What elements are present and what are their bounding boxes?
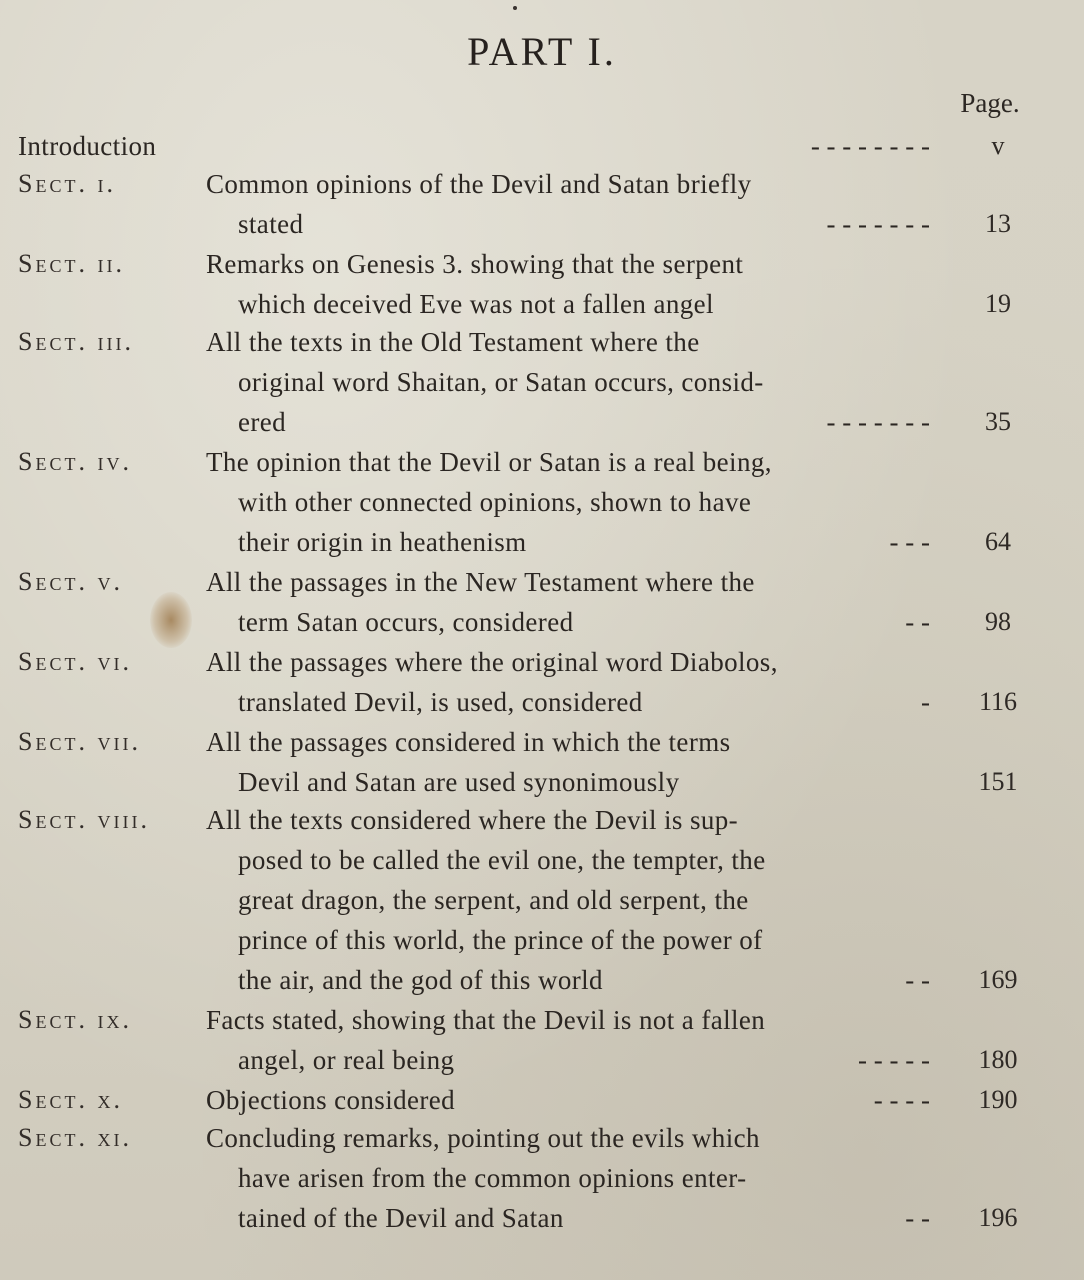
section-label: Sect. vi.	[18, 647, 132, 676]
entry-text-line: The opinion that the Devil or Satan is a real being,	[206, 447, 772, 477]
entry-text-line: Introduction	[18, 131, 157, 161]
entry-text-line: term Satan occurs, considered	[238, 607, 574, 637]
page-number: 190	[978, 1085, 1018, 1114]
dot-leaders: - - - -	[873, 1085, 930, 1115]
section-label: Sect. iii.	[18, 327, 134, 356]
foxing-stain	[150, 592, 192, 648]
page-number: 196	[978, 1203, 1018, 1232]
section-label: Sect. x.	[18, 1085, 123, 1114]
entry-text-line: the air, and the god of this world	[238, 965, 603, 995]
section-label: Sect. vii.	[18, 727, 141, 756]
entry-text-line: ered	[238, 407, 287, 437]
dot-leaders: - - - - - - -	[826, 407, 930, 437]
entry-text-line: All the texts considered where the Devil is sup-	[206, 805, 739, 835]
section-label: Sect. ix.	[18, 1005, 132, 1034]
entry-text-line: All the passages where the original word Diabolos,	[206, 647, 778, 677]
entry-text-line: Facts stated, showing that the Devil is not a fallen	[206, 1005, 766, 1035]
dot-leaders: - -	[905, 607, 930, 637]
entry-text-line: their origin in heathenism	[238, 527, 527, 557]
page-number: 151	[978, 767, 1018, 796]
section-label: Sect. ii.	[18, 249, 125, 278]
page-number: 116	[978, 687, 1018, 716]
entry-text-line: with other connected opinions, shown to have	[238, 487, 752, 517]
entry-text-line: All the texts in the Old Testament where the	[206, 327, 700, 357]
entry-text-line: Concluding remarks, pointing out the evils which	[206, 1123, 760, 1153]
entry-text-line: Devil and Satan are used synonimously	[238, 767, 680, 797]
part-title: PART I.	[467, 29, 617, 74]
page-number: 13	[985, 209, 1011, 238]
page-number: 169	[978, 965, 1018, 994]
page-number: 35	[985, 407, 1011, 436]
section-label: Sect. xi.	[18, 1123, 132, 1152]
section-label: Sect. iv.	[18, 447, 132, 476]
page-number: 64	[985, 527, 1011, 556]
section-label: Sect. i.	[18, 169, 116, 198]
dot-leaders: - - -	[889, 527, 930, 557]
page-number: 19	[985, 289, 1011, 318]
entry-text-line: Objections considered	[206, 1085, 456, 1115]
page-number: 180	[978, 1045, 1018, 1074]
entry-text-line: original word Shaitan, or Satan occurs, consid-	[238, 367, 764, 397]
entry-text-line: stated	[238, 209, 304, 239]
entry-text-line: prince of this world, the prince of the power of	[238, 925, 763, 955]
entry-text-line: posed to be called the evil one, the tempter, the	[238, 845, 766, 875]
entry-text-line: translated Devil, is used, considered	[238, 687, 643, 717]
entry-text-line: have arisen from the common opinions enter-	[238, 1163, 747, 1193]
dot-leaders: - -	[905, 965, 930, 995]
section-label: Sect. v.	[18, 567, 123, 596]
dot-leaders: -	[921, 687, 930, 717]
entry-text-line: which deceived Eve was not a fallen angel	[238, 289, 714, 319]
entry-text-line: Remarks on Genesis 3. showing that the serpent	[206, 249, 744, 279]
entry-text-line: All the passages in the New Testament where the	[206, 567, 755, 597]
section-label: Sect. viii.	[18, 805, 150, 834]
page-number: v	[991, 131, 1005, 160]
entry-text-line: angel, or real being	[238, 1045, 455, 1075]
dot-leaders: - - - - -	[858, 1045, 930, 1075]
entry-text-line: great dragon, the serpent, and old serpent, the	[238, 885, 749, 915]
page-column-header: Page.	[960, 88, 1020, 118]
dot-leaders: - - - - - - - -	[810, 131, 930, 161]
page-number: 98	[985, 607, 1011, 636]
printer-mark	[513, 6, 517, 10]
entry-text-line: Common opinions of the Devil and Satan briefly	[206, 169, 752, 199]
entry-text-line: tained of the Devil and Satan	[238, 1203, 564, 1233]
dot-leaders: - -	[905, 1203, 930, 1233]
dot-leaders: - - - - - - -	[826, 209, 930, 239]
entry-text-line: All the passages considered in which the terms	[206, 727, 731, 757]
